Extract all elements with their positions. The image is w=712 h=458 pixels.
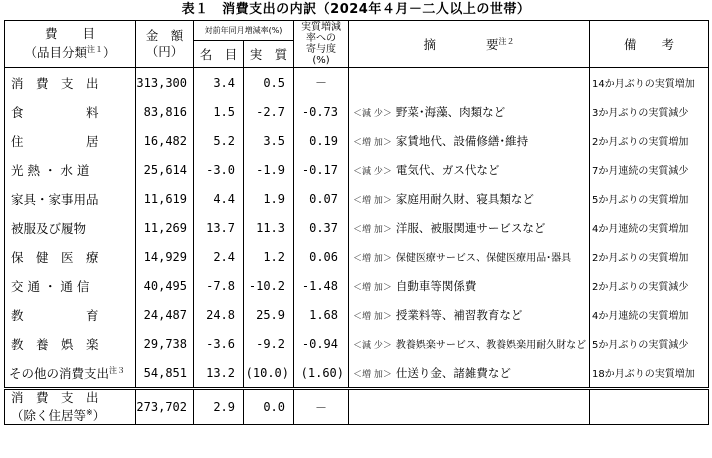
change-tag: ＜増 加＞ bbox=[353, 369, 392, 380]
real-cell: -10.2 bbox=[244, 271, 294, 300]
contribution-cell: 0.06 bbox=[294, 242, 349, 271]
contribution-cell: -0.17 bbox=[294, 155, 349, 184]
contribution-cell: － bbox=[294, 68, 349, 98]
nominal-cell: 3.4 bbox=[194, 68, 244, 98]
real-cell: 0.5 bbox=[244, 68, 294, 98]
summary-cell: ＜増 加＞ 仕送り金、諸雑費など bbox=[349, 358, 590, 389]
real-cell: (10.0) bbox=[244, 358, 294, 389]
summary-cell: ＜減 少＞ 教養娯楽サービス、教養娯楽用耐久財など bbox=[349, 329, 590, 358]
nominal-cell: 2.9 bbox=[194, 389, 244, 425]
nominal-cell: -3.0 bbox=[194, 155, 244, 184]
table-row bbox=[5, 242, 709, 271]
item-name: 家具・家事用品 bbox=[5, 184, 136, 213]
item-name: 消 費 支 出 bbox=[5, 68, 136, 98]
contribution-cell: － bbox=[294, 389, 349, 425]
summary-cell: ＜増 加＞ 保健医療サービス、保健医療用品･器具 bbox=[349, 242, 590, 271]
real-cell: 1.9 bbox=[244, 184, 294, 213]
summary-cell: ＜増 加＞ 家賃地代、設備修繕･維持 bbox=[349, 126, 590, 155]
expenditure-table bbox=[4, 20, 709, 425]
table-footer-row bbox=[5, 389, 709, 425]
table-row bbox=[5, 271, 709, 300]
nominal-cell: -7.8 bbox=[194, 271, 244, 300]
header-nominal: 名 目 bbox=[194, 41, 244, 68]
remark-cell: 4か月連続の実質増加 bbox=[590, 213, 709, 242]
nominal-cell: 13.2 bbox=[194, 358, 244, 389]
real-cell: 0.0 bbox=[244, 389, 294, 425]
item-name: 光 熱 ・ 水 道 bbox=[5, 155, 136, 184]
header-contribution: 実質増減 率への 寄与度 (%) bbox=[294, 21, 349, 68]
item-name: 住 居 bbox=[5, 126, 136, 155]
nominal-cell: 24.8 bbox=[194, 300, 244, 329]
item-name: 被服及び履物 bbox=[5, 213, 136, 242]
contribution-cell: -1.48 bbox=[294, 271, 349, 300]
item-name: 教 養 娯 楽 bbox=[5, 329, 136, 358]
contribution-cell: 1.68 bbox=[294, 300, 349, 329]
table-row bbox=[5, 358, 709, 389]
contribution-cell: -0.94 bbox=[294, 329, 349, 358]
change-tag: ＜増 加＞ bbox=[353, 224, 392, 235]
remark-cell bbox=[590, 389, 709, 425]
contribution-cell: 0.19 bbox=[294, 126, 349, 155]
summary-cell: ＜増 加＞ 自動車等関係費 bbox=[349, 271, 590, 300]
header-real: 実 質 bbox=[244, 41, 294, 68]
amount-cell: 24,487 bbox=[136, 300, 194, 329]
nominal-cell: 1.5 bbox=[194, 97, 244, 126]
table-row bbox=[5, 213, 709, 242]
header-remarks: 備 考 bbox=[590, 21, 709, 68]
table-row bbox=[5, 329, 709, 358]
real-cell: 1.2 bbox=[244, 242, 294, 271]
remark-cell: 14か月ぶりの実質増加 bbox=[590, 68, 709, 98]
contribution-cell: 0.07 bbox=[294, 184, 349, 213]
summary-cell bbox=[349, 68, 590, 98]
table-row bbox=[5, 68, 709, 98]
change-tag: ＜増 加＞ bbox=[353, 311, 392, 322]
nominal-cell: 5.2 bbox=[194, 126, 244, 155]
header-yoy: 対前年同月増減率(%) bbox=[194, 21, 294, 41]
item-name: 保 健 医 療 bbox=[5, 242, 136, 271]
change-tag: ＜増 加＞ bbox=[353, 254, 392, 264]
amount-cell: 313,300 bbox=[136, 68, 194, 98]
summary-cell: ＜増 加＞ 授業料等、補習教育など bbox=[349, 300, 590, 329]
change-tag: ＜増 加＞ bbox=[353, 137, 392, 148]
remark-cell: 3か月ぶりの実質減少 bbox=[590, 97, 709, 126]
summary-cell: ＜減 少＞ 野菜･海藻、肉類など bbox=[349, 97, 590, 126]
item-name: 消 費 支 出 （除く住居等※） bbox=[5, 389, 136, 425]
table-row bbox=[5, 184, 709, 213]
table-row bbox=[5, 155, 709, 184]
remark-cell: 5か月ぶりの実質減少 bbox=[590, 329, 709, 358]
amount-cell: 273,702 bbox=[136, 389, 194, 425]
amount-cell: 29,738 bbox=[136, 329, 194, 358]
item-name: その他の消費支出$^{注3}$ bbox=[5, 358, 136, 389]
summary-cell: ＜増 加＞ 家庭用耐久財、寝具類など bbox=[349, 184, 590, 213]
real-cell: 11.3 bbox=[244, 213, 294, 242]
remark-cell: 2か月ぶりの実質減少 bbox=[590, 271, 709, 300]
amount-cell: 16,482 bbox=[136, 126, 194, 155]
table-row bbox=[5, 97, 709, 126]
table-title: 表１ 消費支出の内訳（2024年４月－二人以上の世帯） bbox=[181, 2, 531, 17]
nominal-cell: 13.7 bbox=[194, 213, 244, 242]
item-name: 教 育 bbox=[5, 300, 136, 329]
header-item: 費 目 （品目分類$^{注1}$） bbox=[5, 21, 136, 68]
amount-cell: 14,929 bbox=[136, 242, 194, 271]
remark-cell: 5か月ぶりの実質増加 bbox=[590, 184, 709, 213]
real-cell: 25.9 bbox=[244, 300, 294, 329]
change-tag: ＜減 少＞ bbox=[353, 341, 392, 351]
change-tag: ＜増 加＞ bbox=[353, 282, 392, 293]
table-row bbox=[5, 300, 709, 329]
remark-cell: 4か月連続の実質増加 bbox=[590, 300, 709, 329]
change-tag: ＜増 加＞ bbox=[353, 195, 392, 206]
item-name: 交 通 ・ 通 信 bbox=[5, 271, 136, 300]
nominal-cell: 4.4 bbox=[194, 184, 244, 213]
summary-cell bbox=[349, 389, 590, 425]
item-name: 食 料 bbox=[5, 97, 136, 126]
amount-cell: 25,614 bbox=[136, 155, 194, 184]
nominal-cell: 2.4 bbox=[194, 242, 244, 271]
real-cell: 3.5 bbox=[244, 126, 294, 155]
nominal-cell: -3.6 bbox=[194, 329, 244, 358]
amount-cell: 40,495 bbox=[136, 271, 194, 300]
remark-cell: 18か月ぶりの実質増加 bbox=[590, 358, 709, 389]
contribution-cell: 0.37 bbox=[294, 213, 349, 242]
amount-cell: 11,619 bbox=[136, 184, 194, 213]
change-tag: ＜減 少＞ bbox=[353, 166, 392, 177]
amount-cell: 83,816 bbox=[136, 97, 194, 126]
real-cell: -1.9 bbox=[244, 155, 294, 184]
contribution-cell: -0.73 bbox=[294, 97, 349, 126]
contribution-cell: (1.60) bbox=[294, 358, 349, 389]
header-summary: 摘 要$^{注2}$ bbox=[349, 21, 590, 68]
amount-cell: 54,851 bbox=[136, 358, 194, 389]
header-amount: 金 額 （円） bbox=[136, 21, 194, 68]
table-row bbox=[5, 126, 709, 155]
real-cell: -9.2 bbox=[244, 329, 294, 358]
real-cell: -2.7 bbox=[244, 97, 294, 126]
change-tag: ＜減 少＞ bbox=[353, 108, 392, 119]
summary-cell: ＜増 加＞ 洋服、被服関連サービスなど bbox=[349, 213, 590, 242]
remark-cell: 7か月連続の実質減少 bbox=[590, 155, 709, 184]
remark-cell: 2か月ぶりの実質増加 bbox=[590, 126, 709, 155]
remark-cell: 2か月ぶりの実質増加 bbox=[590, 242, 709, 271]
amount-cell: 11,269 bbox=[136, 213, 194, 242]
summary-cell: ＜減 少＞ 電気代、ガス代など bbox=[349, 155, 590, 184]
